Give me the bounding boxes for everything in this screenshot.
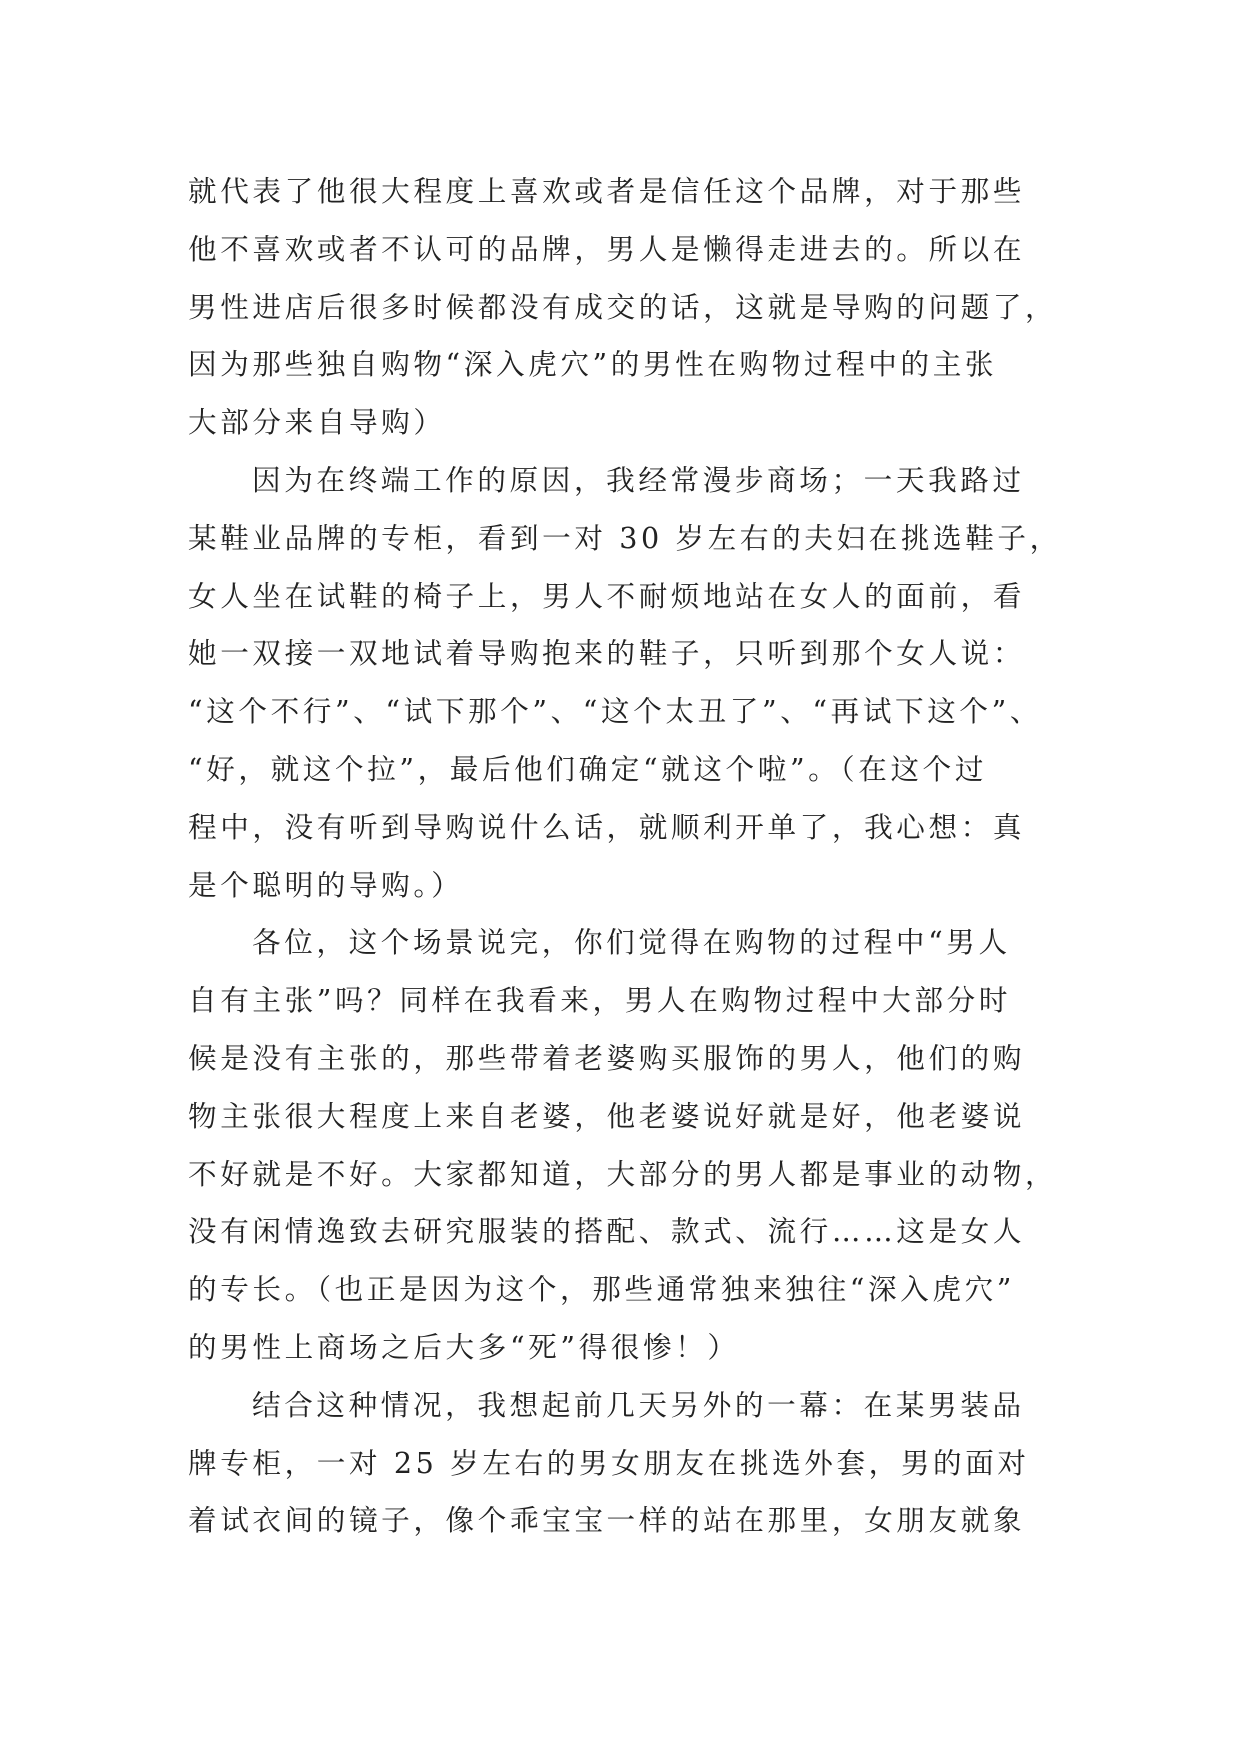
text-line: 的专长。（也正是因为这个，那些通常独来独往“深入虎穴” [188, 1272, 1015, 1307]
text-line: 牌专柜，一对 25 岁左右的男女朋友在挑选外套，男的面对 [188, 1445, 1030, 1480]
text-line: 的男性上商场之后大多“死”得很惨！） [188, 1329, 740, 1364]
text-line: 就代表了他很大程度上喜欢或者是信任这个品牌，对于那些 [188, 174, 1026, 208]
text-line: 男性进店后很多时候都没有成交的话，这就是导购的问题了， [188, 289, 1058, 324]
paragraph-first-line: 结合这种情况，我想起前几天另外的一幕：在某男装品 [252, 1387, 1025, 1422]
body-text [188, 163, 1088, 1550]
paragraph-first-line: 各位，这个场景说完，你们觉得在购物的过程中“男人 [252, 925, 1011, 960]
text-line: 自有主张”吗？同样在我看来，男人在购物过程中大部分时 [188, 983, 1012, 1018]
text-line: 程中，没有听到导购说什么话，就顺利开单了，我心想：真 [188, 809, 1026, 844]
paragraph-first-line: 因为在终端工作的原因，我经常漫步商场；一天我路过 [252, 462, 1025, 497]
text-line: 没有闲情逸致去研究服装的搭配、款式、流行……这是女人 [188, 1214, 1026, 1249]
text-line: “这个不行”、“试下那个”、“这个太丑了”、“再试下这个”、 [188, 694, 1043, 729]
text-line: 物主张很大程度上来自老婆，他老婆说好就是好，他老婆说 [188, 1098, 1026, 1133]
text-line: 女人坐在试鞋的椅子上，男人不耐烦地站在女人的面前，看 [188, 578, 1026, 613]
text-line: 候是没有主张的，那些带着老婆购买服饰的男人，他们的购 [188, 1040, 1026, 1075]
text-line: 是个聪明的导购。） [188, 867, 464, 902]
text-line: “好，就这个拉”，最后他们确定“就这个啦”。（在这个过 [188, 751, 988, 786]
text-line: 她一双接一双地试着导购抱来的鞋子，只听到那个女人说： [188, 636, 1026, 671]
text-line: 着试衣间的镜子，像个乖宝宝一样的站在那里，女朋友就象 [188, 1503, 1026, 1538]
text-line: 不好就是不好。大家都知道，大部分的男人都是事业的动物， [188, 1156, 1058, 1191]
text-line: 因为那些独自购物“深入虎穴”的男性在购物过程中的主张 [188, 347, 998, 382]
text-line: 某鞋业品牌的专柜，看到一对 30 岁左右的夫妇在挑选鞋子， [188, 520, 1062, 555]
text-line: 他不喜欢或者不认可的品牌，男人是懒得走进去的。所以在 [188, 231, 1026, 266]
text-line: 大部分来自导购） [188, 405, 446, 440]
